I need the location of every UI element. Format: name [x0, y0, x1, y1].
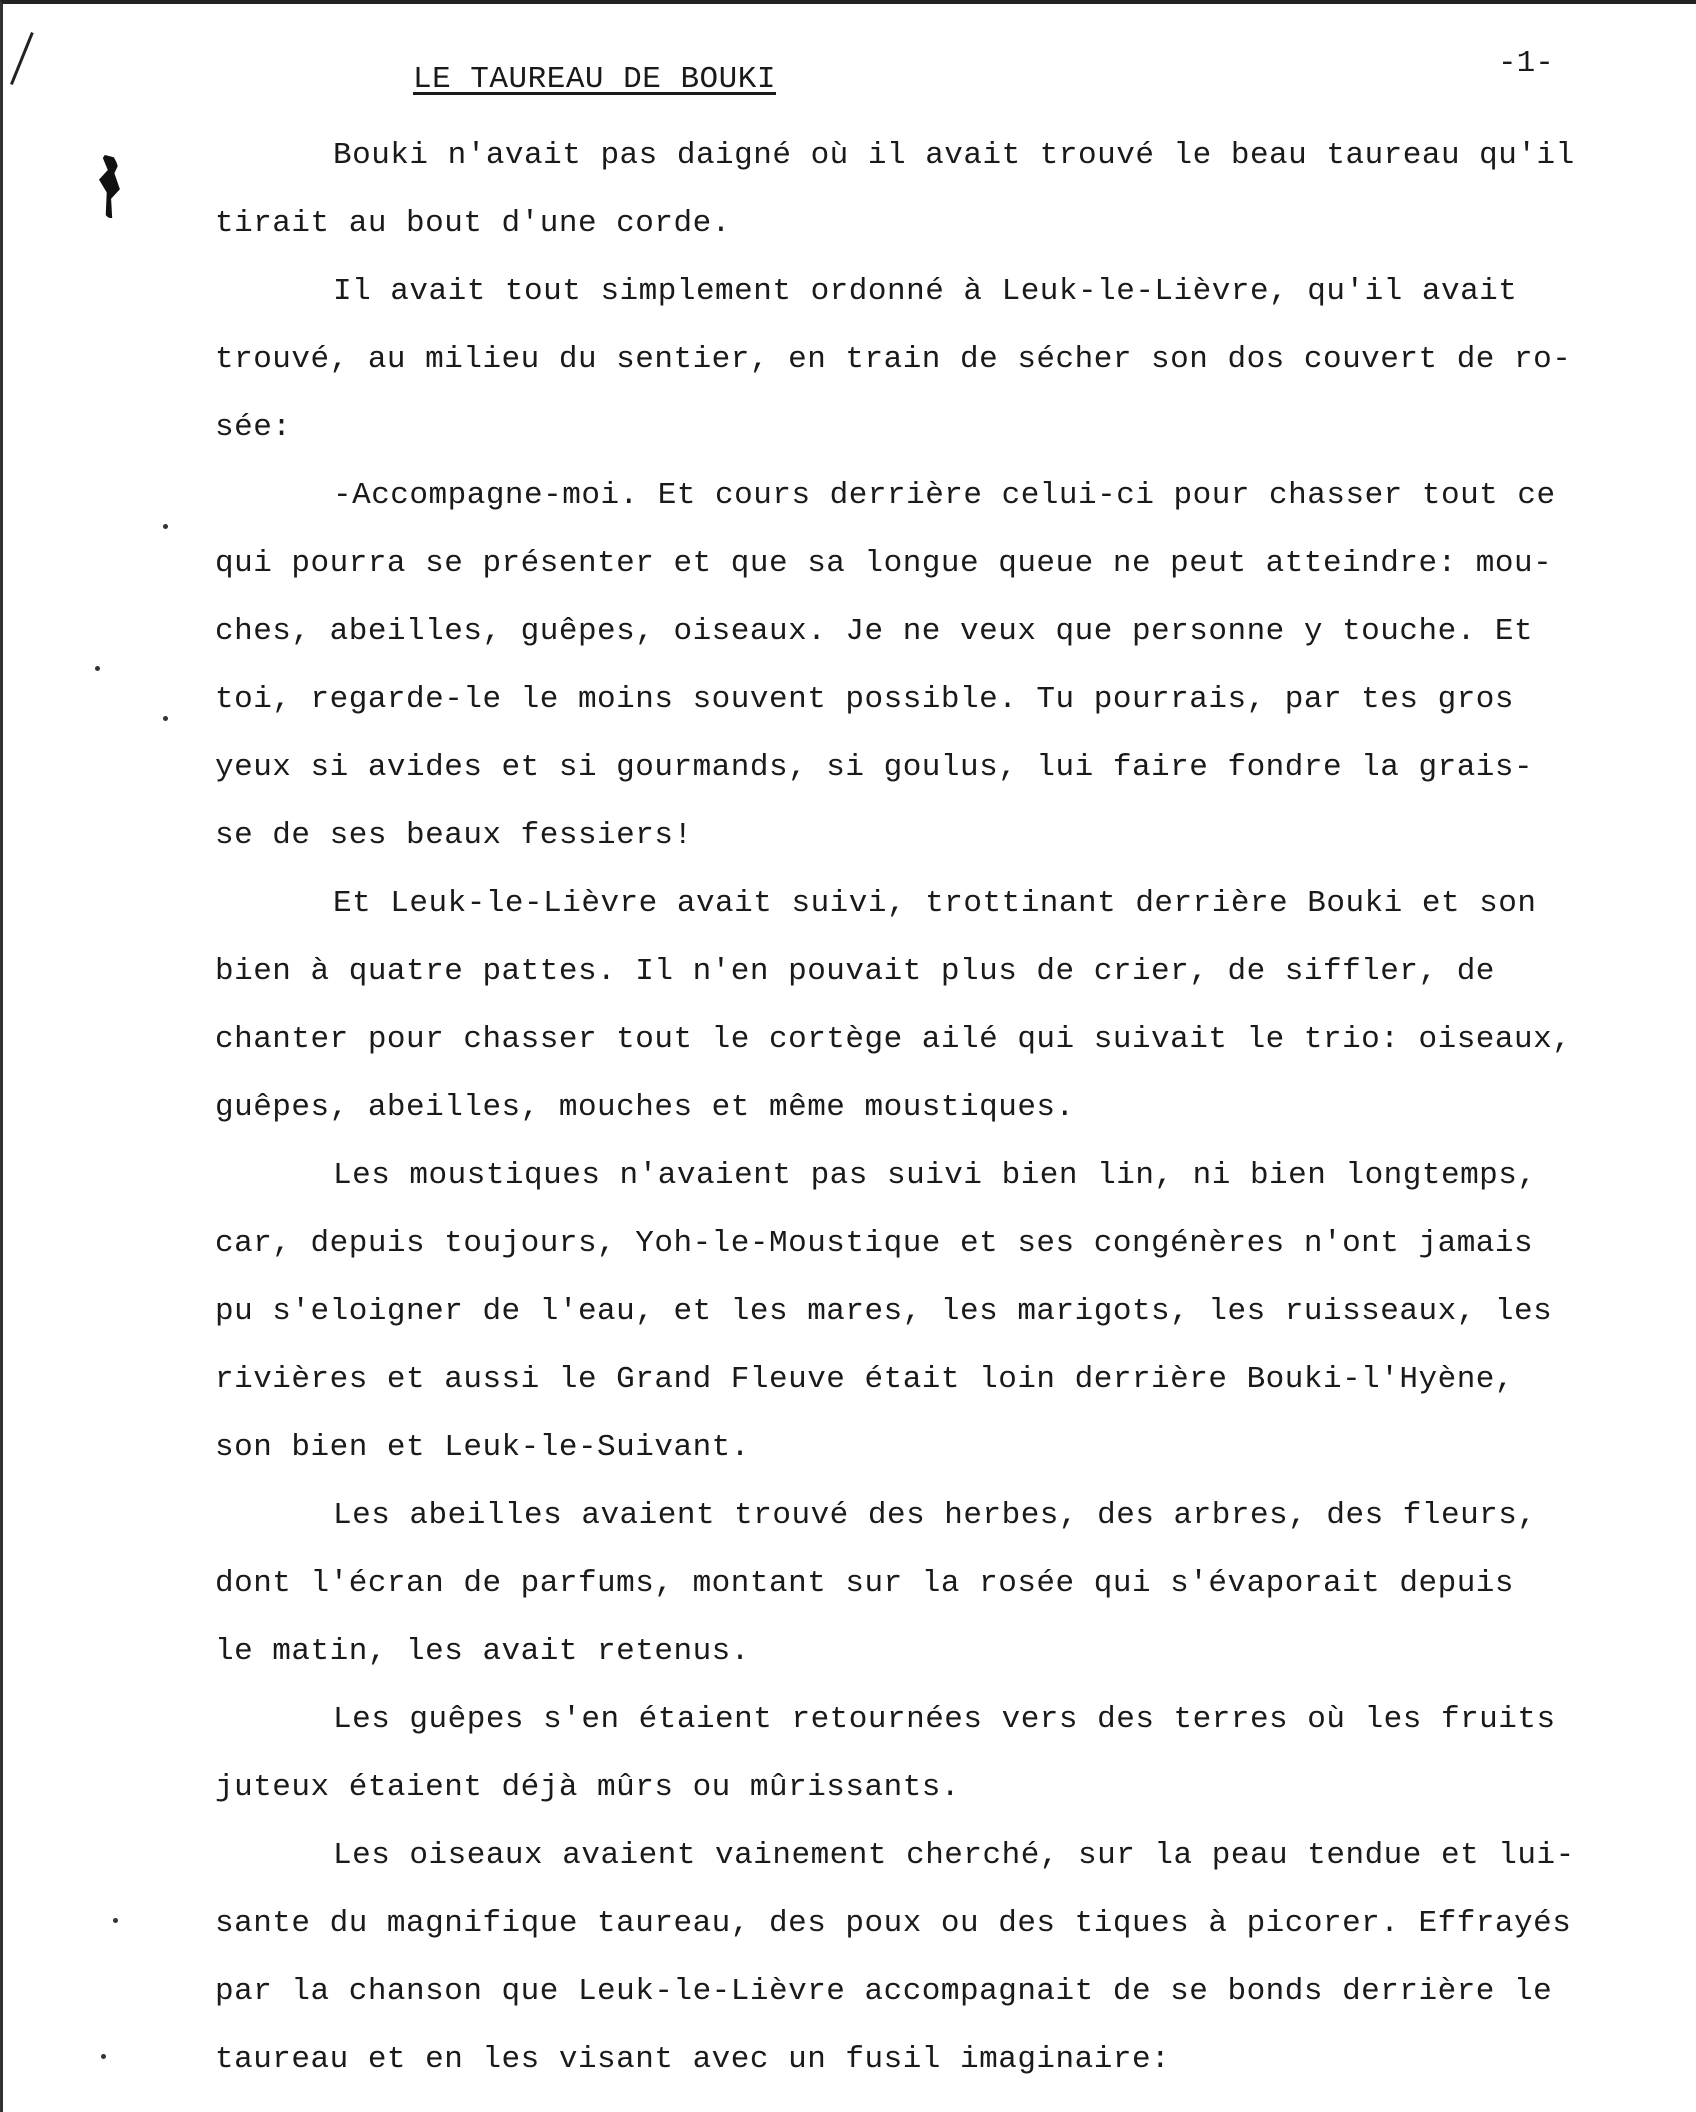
text-line: sante du magnifique taureau, des poux ou des tiques à picorer. Effrayés — [215, 1906, 1572, 1941]
text-line: Les guêpes s'en étaient retournées vers des terres où les fruits — [333, 1702, 1556, 1737]
text-line: bien à quatre pattes. Il n'en pouvait plus de crier, de siffler, de — [215, 954, 1495, 989]
text-line: car, depuis toujours, Yoh-le-Moustique et ses congénères n'ont jamais — [215, 1226, 1534, 1261]
text-line: sée: — [215, 410, 292, 445]
speck-mark — [101, 2054, 106, 2059]
text-line: trouvé, au milieu du sentier, en train de sécher son dos couvert de ro- — [215, 342, 1572, 377]
text-line: pu s'eloigner de l'eau, et les mares, les marigots, les ruisseaux, les — [215, 1294, 1553, 1329]
speck-mark — [163, 716, 168, 721]
page-number: -1- — [1498, 46, 1554, 81]
text-line: juteux étaient déjà mûrs ou mûrissants. — [215, 1770, 961, 1805]
text-line: par la chanson que Leuk-le-Lièvre accompagnait de se bonds derrière le — [215, 1974, 1553, 2009]
text-line: son bien et Leuk-le-Suivant. — [215, 1430, 750, 1465]
text-line: toi, regarde-le le moins souvent possible. Tu pourrais, par tes gros — [215, 682, 1515, 717]
text-line: dont l'écran de parfums, montant sur la rosée qui s'évaporait depuis — [215, 1566, 1515, 1601]
text-line: yeux si avides et si gourmands, si goulus, lui faire fondre la grais- — [215, 750, 1534, 785]
text-line: Et Leuk-le-Lièvre avait suivi, trottinant derrière Bouki et son — [333, 886, 1537, 921]
text-line: se de ses beaux fessiers! — [215, 818, 693, 853]
speck-mark — [95, 666, 100, 671]
text-line: le matin, les avait retenus. — [215, 1634, 750, 1669]
text-line: Les oiseaux avaient vainement cherché, sur la peau tendue et lui- — [333, 1838, 1575, 1873]
body-text — [215, 122, 1675, 2094]
text-line: Les moustiques n'avaient pas suivi bien lin, ni bien longtemps, — [333, 1158, 1537, 1193]
page-title: LE TAUREAU DE BOUKI — [413, 62, 776, 97]
ink-blot-mark — [99, 154, 121, 218]
text-line: qui pourra se présenter et que sa longue queue ne peut atteindre: mou- — [215, 546, 1553, 581]
speck-mark — [163, 524, 168, 529]
text-line: -Accompagne-moi. Et cours derrière celui-ci pour chasser tout ce — [333, 478, 1556, 513]
text-line: Bouki n'avait pas daigné où il avait trouvé le beau taureau qu'il — [333, 138, 1575, 173]
speck-mark — [113, 1918, 118, 1923]
text-line: taureau et en les visant avec un fusil imaginaire: — [215, 2042, 1171, 2077]
text-line: chanter pour chasser tout le cortège ailé qui suivait le trio: oiseaux, — [215, 1022, 1572, 1057]
text-line: guêpes, abeilles, mouches et même moustiques. — [215, 1090, 1075, 1125]
pen-stroke-mark — [10, 32, 34, 85]
text-line: Les abeilles avaient trouvé des herbes, des arbres, des fleurs, — [333, 1498, 1537, 1533]
text-line: rivières et aussi le Grand Fleuve était loin derrière Bouki-l'Hyène, — [215, 1362, 1515, 1397]
text-line: Il avait tout simplement ordonné à Leuk-le-Lièvre, qu'il avait — [333, 274, 1518, 309]
text-line: tirait au bout d'une corde. — [215, 206, 731, 241]
text-line: ches, abeilles, guêpes, oiseaux. Je ne veux que personne y touche. Et — [215, 614, 1534, 649]
